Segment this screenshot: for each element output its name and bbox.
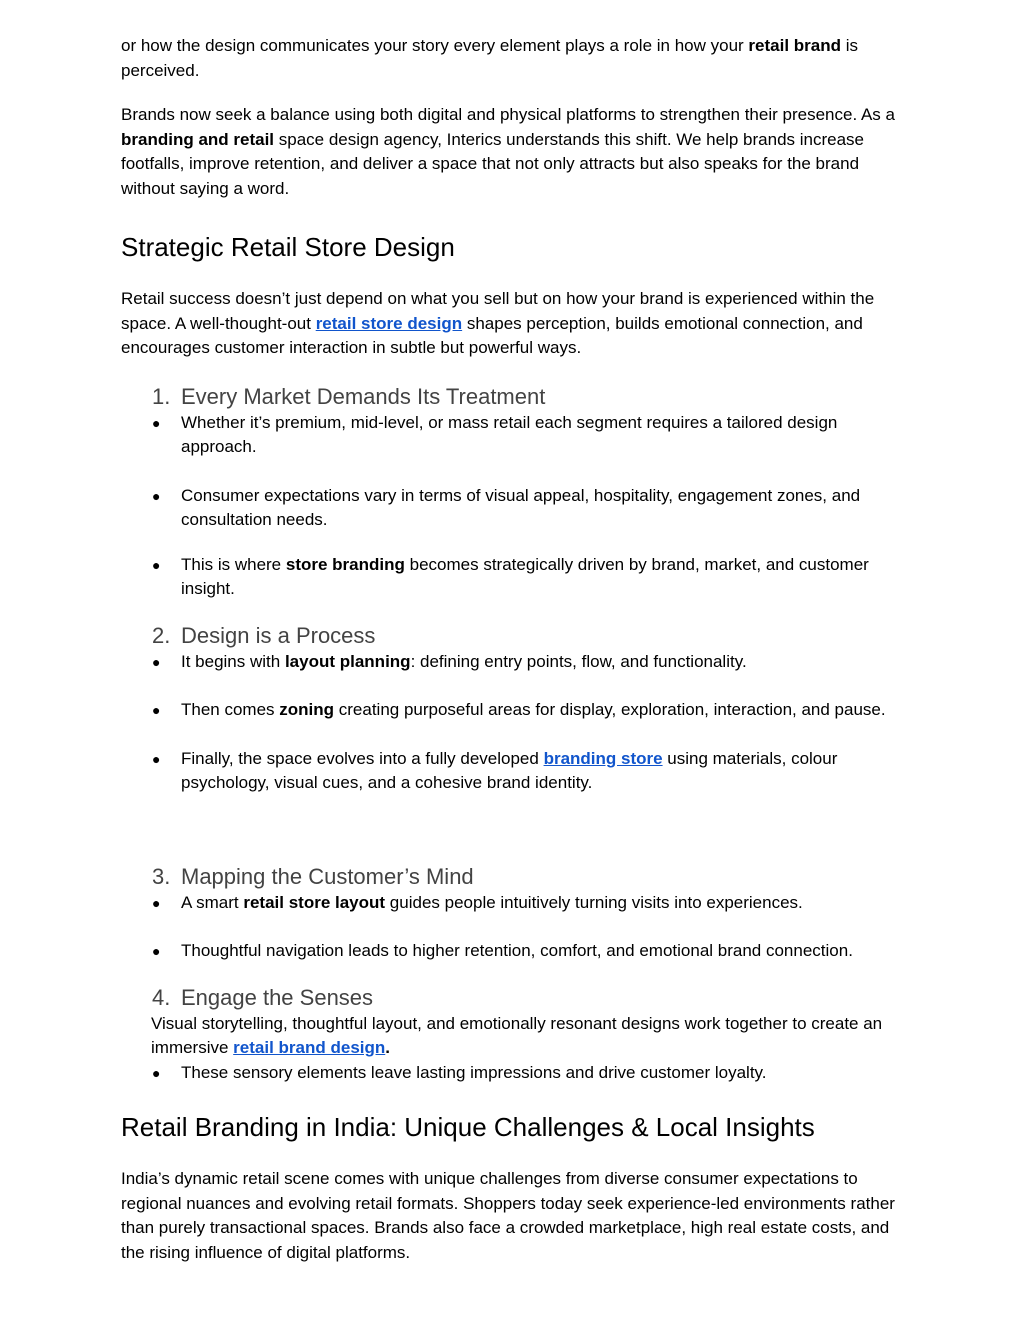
- text: or how the design communicates your story every element plays a role in how your: [121, 36, 749, 55]
- text: creating purposeful areas for display, exploration, interaction, and pause.: [334, 700, 886, 719]
- bullet-icon: ●: [152, 414, 161, 431]
- bold-term: retail brand: [748, 36, 841, 55]
- text: space design agency, Interics understands this shift. We help brands increase footfalls, improve retention, and deliver a space that not only attracts but also speaks for the brand without saying a word.: [121, 129, 865, 198]
- section-heading-strategic: Strategic Retail Store Design: [121, 232, 455, 262]
- subheading-3: [121, 863, 911, 891]
- list-item: [121, 553, 911, 602]
- subheading-text: Engage the Senses: [181, 984, 374, 1010]
- intro-paragraph-1: [121, 34, 911, 83]
- bullet-icon: ●: [152, 894, 161, 911]
- list-item: [121, 747, 911, 796]
- list-item: [121, 939, 911, 964]
- bullet-icon: ●: [152, 750, 161, 767]
- list-item: [121, 650, 911, 675]
- subheading-1: [121, 383, 911, 411]
- text: Thoughtful navigation leads to higher retention, comfort, and emotional brand connection.: [181, 941, 853, 960]
- list-number: 3.: [152, 863, 171, 889]
- bullet-list-2: [121, 650, 911, 796]
- text: Brands now seek a balance using both digital and physical platforms to strengthen their presence. As a: [121, 105, 895, 124]
- text: : defining entry points, flow, and functionality.: [410, 651, 747, 671]
- text: shapes perception, builds emotional connection, and encourages customer interaction in subtle but powerful ways.: [121, 313, 863, 357]
- list-item: [121, 698, 911, 723]
- text: A smart: [181, 892, 244, 912]
- sec4-paragraph: [121, 1012, 911, 1061]
- list-item: [121, 891, 911, 916]
- bullet-icon: ●: [152, 943, 161, 959]
- section-heading-india: Retail Branding in India: Unique Challenges & Local Insights: [121, 1112, 815, 1142]
- subheading-text: Every Market Demands Its Treatment: [181, 383, 546, 409]
- link-branding-store[interactable]: branding store: [543, 748, 663, 768]
- text: becomes strategically driven by brand, market, and customer insight.: [181, 554, 869, 598]
- text: using materials, colour psychology, visual cues, and a cohesive brand identity.: [181, 748, 838, 792]
- text: These sensory elements leave lasting impressions and drive customer loyalty.: [181, 1062, 767, 1082]
- list-number: 2.: [152, 622, 171, 648]
- text: It begins with: [181, 651, 285, 671]
- list-number: 4.: [152, 984, 171, 1010]
- bullet-icon: ●: [152, 702, 161, 718]
- text: guides people intuitively turning visits into experiences.: [385, 892, 803, 912]
- bullet-icon: ●: [152, 653, 161, 670]
- list-number: 1.: [152, 383, 171, 409]
- subheading-text: Design is a Process: [181, 622, 376, 648]
- text: .: [385, 1038, 390, 1057]
- bold-term: store branding: [285, 554, 405, 574]
- strategic-paragraph: [121, 287, 911, 361]
- text: This is where: [181, 554, 286, 574]
- bullet-icon: ●: [152, 1064, 161, 1081]
- text: is perceived.: [121, 36, 858, 80]
- india-paragraph: India’s dynamic retail scene comes with unique challenges from diverse consumer expectations to regional nuances and evolving retail formats. Shoppers today seek experience-led environments rather than purely transactional spaces. Brands also face a crowded marketplace, high real estate costs, and the rising influence of digital platforms.: [121, 1169, 895, 1262]
- text: Visual storytelling, thoughtful layout, and emotionally resonant designs work together to create an immersive: [151, 1013, 883, 1057]
- text: Then comes: [181, 700, 280, 719]
- subheading-text: Mapping the Customer’s Mind: [181, 863, 474, 889]
- text: Consumer expectations vary in terms of visual appeal, hospitality, engagement zones, and consultation needs.: [181, 485, 861, 529]
- link-retail-brand-design[interactable]: retail brand design: [233, 1038, 386, 1057]
- bullet-icon: ●: [152, 487, 161, 504]
- bold-term: retail store layout: [243, 892, 386, 912]
- list-item: [121, 484, 911, 533]
- list-item: [121, 1061, 911, 1086]
- bold-term: layout planning: [284, 651, 411, 671]
- bullet-icon: ●: [152, 556, 161, 573]
- bold-term: zoning: [279, 700, 335, 719]
- bullet-list-1: [121, 411, 911, 602]
- intro-paragraph-2: [121, 103, 911, 201]
- text: Whether it’s premium, mid-level, or mass retail each segment requires a tailored design approach.: [181, 412, 838, 456]
- bullet-list-4: [121, 1061, 911, 1086]
- bold-term: branding and retail: [121, 129, 275, 149]
- list-item: [121, 411, 911, 460]
- bullet-list-3: [121, 891, 911, 964]
- subheading-4: [121, 984, 911, 1012]
- text: Finally, the space evolves into a fully developed: [181, 748, 544, 768]
- subheading-2: [121, 622, 911, 650]
- link-retail-store-design[interactable]: retail store design: [315, 313, 463, 333]
- document-page: [121, 34, 911, 1265]
- text: Retail success doesn’t just depend on what you sell but on how your brand is experienced within the space. A well-thought-out: [121, 289, 875, 333]
